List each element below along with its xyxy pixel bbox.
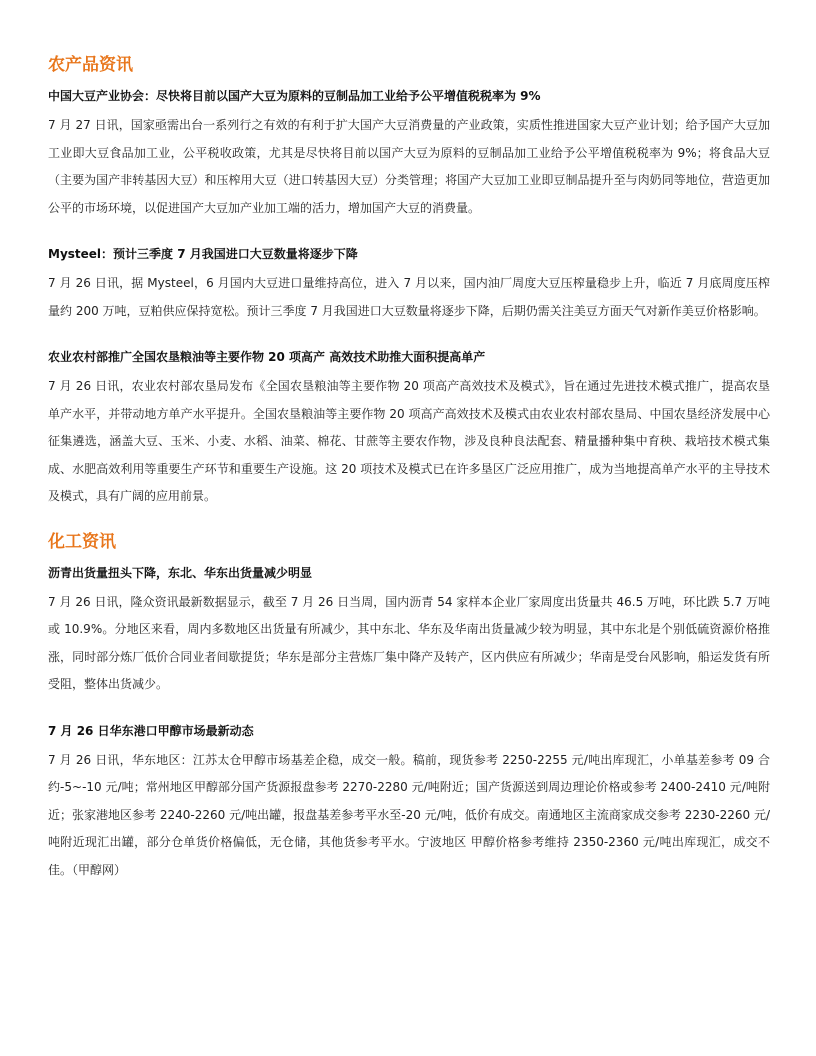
article-title: 7 月 26 日华东港口甲醇市场最新动态 bbox=[48, 723, 254, 738]
section-chemical bbox=[48, 529, 770, 885]
article-farm-technology bbox=[48, 347, 770, 511]
document-page bbox=[48, 52, 770, 906]
article-title: 沥青出货量扭头下降，东北、华东出货量减少明显 bbox=[48, 565, 313, 580]
section-agriculture bbox=[48, 52, 770, 511]
article-body: 7 月 26 日讯，隆众资讯最新数据显示，截至 7 月 26 日当周，国内沥青 54 家样本企业厂家周度出货量共 46.5 万吨，环比跌 5.7 万吨或 10.9%。分地区来看，周内多数地区出货量有所减少，其中东北、华东及华南出货量减少较为明显，其中东北是个别低硫资源价格推涨，同时部分炼厂低价合同业者间歇提货；华东是部分主营炼厂集中降产及转产，区内供应有所减少；华南是受台风影响，船运发货有所受阻，整体出货减少。 bbox=[48, 594, 770, 691]
article-mysteel-soybean-import bbox=[48, 244, 770, 325]
section-heading-chemical: 化工资讯 bbox=[48, 531, 116, 552]
article-asphalt-shipments bbox=[48, 563, 770, 699]
article-title: Mysteel：预计三季度 7 月我国进口大豆数量将逐步下降 bbox=[48, 247, 358, 261]
article-body: 7 月 26 日讯，农业农村部农垦局发布《全国农垦粮油等主要作物 20 项高产高效技术及模式》，旨在通过先进技术模式推广，提高农垦单产水平，并带动地方单产水平提升。全国农垦粮油等主要作物 20 项高产高效技术及模式由农业农村部农垦局、中国农垦经济发展中心征集遴选，涵盖大豆、玉米、小麦、水稻、油菜、棉花、甘蔗等主要农作物，涉及良种良法配套、精量播种集中育秧、栽培技术模式集成、水肥高效利用等重要生产环节和重要生产设施。这 20 项技术及模式已在许多垦区广泛应用推广，成为当地提高单产水平的主导技术及模式，具有广阔的应用前景。 bbox=[48, 379, 770, 503]
article-title: 农业农村部推广全国农垦粮油等主要作物 20 项高产 高效技术助推大面积提高单产 bbox=[48, 350, 486, 364]
section-heading-agriculture: 农产品资讯 bbox=[48, 55, 133, 75]
article-methanol-market bbox=[48, 721, 770, 885]
article-soybean-tax bbox=[48, 86, 770, 222]
article-body: 7 月 27 日讯，国家亟需出台一系列行之有效的有利于扩大国产大豆消费量的产业政策，实质性推进国家大豆产业计划；给予国产大豆加工业即大豆食品加工业，公平税收政策，尤其是尽快将目前以国产大豆为原料的豆制品加工业给予公平增值税税率为 9%；将食品大豆（主要为国产非转基因大豆）和压榨用大豆（进口转基因大豆）分类管理；将国产大豆加工业即豆制品提升至与肉奶同等地位，营造更加公平的市场环境，以促进国产大豆加产业加工端的活力，增加国产大豆的消费量。 bbox=[48, 118, 770, 215]
article-body: 7 月 26 日讯，华东地区：江苏太仓甲醇市场基差企稳，成交一般。稿前，现货参考 2250-2255 元/吨出库现汇，小单基差参考 09 合约-5~-10 元/吨；常州地区甲醇部分国产货源报盘参考 2270-2280 元/吨附近；国产货源送到周边理论价格或参考 2400-2410 元/吨附近；张家港地区参考 2240-2260 元/吨出罐，报盘基差参考平水至-20 元/吨，低价有成交。南通地区主流商家成交参考 2230-2260 元/吨附近现汇出罐，部分仓单货价格偏低，无仓储，其他货参考平水。宁波地区 甲醇价格参考维持 2350-2360 元/吨出库现汇，成交不佳。（甲醇网） bbox=[48, 752, 770, 877]
article-body: 7 月 26 日讯，据 Mysteel，6 月国内大豆进口量维持高位，进入 7 月以来，国内油厂周度大豆压榨量稳步上升，临近 7 月底周度压榨量约 200 万吨，豆粕供应保持宽松。预计三季度 7 月我国进口大豆数量将逐步下降，后期仍需关注美豆方面天气对新作美豆价格影响。 bbox=[48, 276, 770, 318]
article-title: 中国大豆产业协会：尽快将目前以国产大豆为原料的豆制品加工业给予公平增值税税率为 9% bbox=[48, 89, 541, 103]
